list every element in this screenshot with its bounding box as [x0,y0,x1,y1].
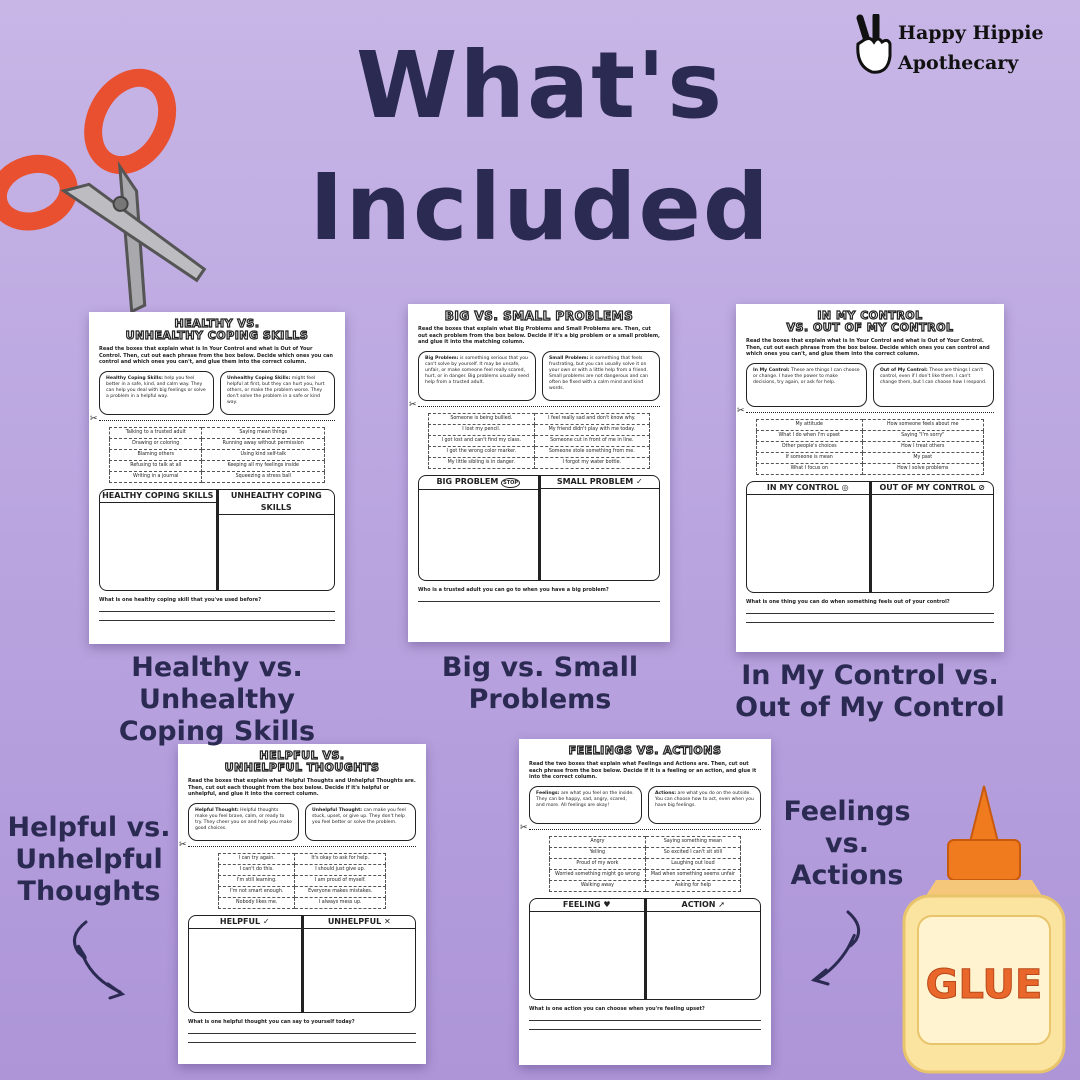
answer-line [746,613,994,614]
worksheet-instructions: Read the boxes that explain what Big Problems and Small Problems are. Then, cut out each problem from the box below. Decide if it's a big problem or a small problem, and glue it into the matching column. [418,326,660,345]
definition-box: Out of My Control: These are things I can't control, even if I don't like them. I can't change them, but I can choose how I respond. [873,363,994,407]
sorting-chart [188,915,416,1013]
phrase-cell: Refusing to talk at all [110,460,202,471]
phrase-cell: Saying mean things [202,427,325,438]
phrase-cell: I'm not smart enough. [219,886,295,897]
phrase-cell: Other people's choices [757,441,863,452]
worksheet-helpful-thoughts [178,744,426,1064]
sorting-chart [529,898,761,1000]
cut-line [746,412,994,413]
column-header: IN MY CONTROL [766,482,839,492]
worksheet-title-line2: UNHEALTHY COPING SKILLS [125,329,309,342]
glue-label: GLUE [925,962,1043,1008]
caption-big-small-problems: Big vs. Small Problems [441,652,639,715]
phrase-cell: I should just give up. [295,864,386,875]
worksheet-title-line2: VS. OUT OF MY CONTROL [786,321,954,334]
phrase-cell: I'm still learning. [219,875,295,886]
worksheet-title: FEELINGS VS. ACTIONS [568,744,722,757]
curly-arrow-icon [64,918,134,1002]
worksheet-instructions: Read the boxes that explain what Helpful Thoughts and Unhelpful Thoughts are. Then, cut out each thought from the box below. Decide if it's helpful or unhelpful, and glue it into the correct column. [188,778,416,797]
reflection-question: What is one helpful thought you can say to yourself today? [188,1018,355,1025]
definition-box: Big Problem: is something serious that you can't solve by yourself. It may be unsafe, unfair, or make someone feel really scared, hurt, or in danger. Big problems usually need help from a trusted adult. [418,351,536,401]
prohibited-icon: ⊘ [978,482,985,492]
worksheet-feelings-actions [519,739,771,1065]
heart-icon: ♥ [603,899,611,909]
phrase-cell: Yelling [550,847,646,858]
worksheet-instructions: Read the boxes that explain what is In Your Control and what is Out of Your Control. Then, cut out each phrase from the box below. Decide which ones you can control and which ones you can't, and glue them into the correct column. [746,338,990,357]
caption-in-my-control: In My Control vs. Out of My Control [735,660,1005,723]
worksheet-big-small-problems [408,304,670,642]
phrase-cell: My friend didn't play with me today. [534,424,649,435]
caption-coping-skills: Healthy vs. Unhealthy Coping Skills [118,652,316,747]
column-header: ACTION [681,899,716,909]
phrase-cell: Squeezing a stress ball [202,471,325,482]
reflection-question: What is one action you can choose when you're feeling upset? [529,1005,705,1012]
phrase-cell: Someone stole something from me. [534,446,649,457]
phrase-cell: What I focus on [757,463,863,474]
phrase-cell: My little sibling is in danger. [429,457,535,468]
worksheet-instructions: Read the two boxes that explain what Feelings and Actions are. Then, cut out each phrase from the box below. Decide if it is a feeling or an action, and glue it into the correct column. [529,761,757,780]
caption-helpful-thoughts: Helpful vs. Unhelpful Thoughts [7,812,171,907]
answer-line [529,1020,761,1021]
phrase-cell: I can try again. [219,853,295,864]
reflection-question: Who is a trusted adult you can go to when you have a big problem? [418,586,609,593]
column-header: UNHEALTHY COPING SKILLS [219,490,335,515]
page-title-line2: Included [309,154,771,261]
phrase-cell: How someone feels about me [862,419,983,430]
phrase-cell: Using kind self-talk [202,449,325,460]
phrase-grid [549,836,741,892]
phrase-cell: Laughing out loud [645,858,740,869]
answer-line [99,611,335,612]
phrase-cell: Nobody likes me. [219,897,295,908]
page-title-line1: What's [356,32,724,139]
stop-icon: STOP [503,479,519,486]
definition-box: Feelings: are what you feel on the inside. They can be happy, sad, angry, scared, and more. All feelings are okay! [529,786,642,824]
phrase-cell: Running away without permission [202,438,325,449]
brand-logo [852,14,1072,84]
cut-line [99,420,335,421]
sorting-chart [746,481,994,593]
caption-feelings-actions: Feelings vs. Actions [783,796,911,891]
phrase-cell: I lost my pencil. [429,424,535,435]
phrase-grid [218,853,386,909]
phrase-cell: It's okay to ask for help. [295,853,386,864]
definition-box: Unhelpful Thought: can make you feel stuck, upset, or give up. They don't help you feel better or solve the problem. [305,803,416,841]
phrase-cell: Everyone makes mistakes. [295,886,386,897]
phrase-cell: Asking for help [645,880,740,891]
definition-box: Actions: are what you do on the outside. You can choose how to act, even when you have big feelings. [648,786,761,824]
reflection-question: What is one thing you can do when something feels out of your control? [746,598,950,605]
cut-line [418,406,660,407]
curly-arrow-icon [808,908,868,988]
phrase-cell: Saying something mean [645,836,740,847]
phrase-cell: Proud of my work [550,858,646,869]
worksheet-title: HEALTHY VS. [174,317,260,330]
answer-line [746,622,994,623]
running-icon: ➚ [718,899,725,909]
brand-name-line2: Apothecary [898,52,1019,74]
sorting-chart [99,489,335,591]
phrase-grid [109,427,325,483]
phrase-cell: I feel really sad and don't know why. [534,413,649,424]
column-header: SMALL PROBLEM [556,476,634,486]
column-header: UNHELPFUL [327,916,382,926]
phrase-cell: Worried something might go wrong [550,869,646,880]
answer-line [418,601,660,602]
phrase-cell: Writing in a journal [110,471,202,482]
peace-hand-icon [852,14,896,76]
cut-line [529,829,761,830]
worksheet-title: BIG VS. SMALL PROBLEMS [444,309,634,323]
reflection-question: What is one healthy coping skill that you've used before? [99,596,262,603]
phrase-cell: Blaming others [110,449,202,460]
phrase-cell: My attitude [757,419,863,430]
phrase-cell: How I solve problems [862,463,983,474]
worksheet-title: IN MY CONTROL [817,309,923,322]
phrase-cell: Angry [550,836,646,847]
phrase-cell: Keeping all my feelings inside [202,460,325,471]
phrase-cell: Someone cut in front of me in line. [534,435,649,446]
phrase-cell: Someone is being bullied. [429,413,535,424]
phrase-grid [428,413,650,469]
phrase-cell: I am proud of myself. [295,875,386,886]
phrase-cell: If someone is mean [757,452,863,463]
definition-box: In My Control: These are things I can choose or change. I have the power to make decisions, try again, or ask for help. [746,363,867,407]
column-header: OUT OF MY CONTROL [879,482,976,492]
worksheet-instructions: Read the boxes that explain what is In Your Control and what is Out of Your Control. Then, cut out each phrase from the box below. Decide which ones you can control and which ones you can't, and glue them into the correct column. [99,346,333,365]
check-icon: ✓ [262,916,270,926]
phrase-cell: Walking away [550,880,646,891]
phrase-cell: I got the wrong color marker. [429,446,535,457]
column-header: BIG PROBLEM [436,476,499,486]
answer-line [188,1042,416,1043]
x-icon: ✕ [383,916,391,926]
phrase-cell: So excited I can't sit still [645,847,740,858]
definition-box: Unhealthy Coping Skills: might feel helpful at first, but they can hurt you, hurt others, or make the problem worse. They don't solve the problem in a safe or kind way. [220,371,335,415]
phrase-cell: Talking to a trusted adult [110,427,202,438]
column-header: FEELING [562,899,601,909]
phrase-cell: I forgot my water bottle. [534,457,649,468]
definition-box: Small Problem: is something that feels frustrating, but you can usually solve it on your own or with a little help from a friend. Small problems are not dangerous and can often be fixed with a calm mind and kind words. [542,351,660,401]
answer-line [188,1033,416,1034]
answer-line [99,620,335,621]
column-header: HELPFUL [219,916,261,926]
phrase-cell: I always mess up. [295,897,386,908]
answer-line [529,1029,761,1030]
phrase-cell: Mad when something seems unfair [645,869,740,880]
definition-box: Helpful Thought: Helpful thoughts make you feel brave, calm, or ready to try. They cheer you on and help you make good choices. [188,803,299,841]
phrase-cell: Drawing or coloring [110,438,202,449]
brand-name-line1: Happy Hippie [898,22,1044,44]
definition-box: Healthy Coping Skills: help you feel better in a safe, kind, and calm way. They can help you deal with big feelings or solve a problem in a helpful way. [99,371,214,415]
check-icon: ✓ [635,476,643,486]
phrase-grid [756,419,984,475]
phrase-cell: Saying "I'm sorry" [862,430,983,441]
worksheet-title: HELPFUL VS. [259,749,345,762]
column-header: HEALTHY COPING SKILLS [100,490,216,503]
target-icon: ◎ [841,482,849,492]
phrase-cell: What I do when I'm upset [757,430,863,441]
phrase-cell: How I treat others [862,441,983,452]
worksheet-in-my-control [736,304,1004,652]
phrase-cell: I can't do this. [219,864,295,875]
scissors-icon [0,40,260,320]
worksheet-title-line2: UNHELPFUL THOUGHTS [224,761,380,774]
phrase-cell: My past [862,452,983,463]
sorting-chart [418,475,660,581]
phrase-cell: I got lost and can't find my class. [429,435,535,446]
cut-line [188,846,416,847]
glue-bottle-icon [896,784,1072,1076]
worksheet-coping-skills [89,312,345,644]
